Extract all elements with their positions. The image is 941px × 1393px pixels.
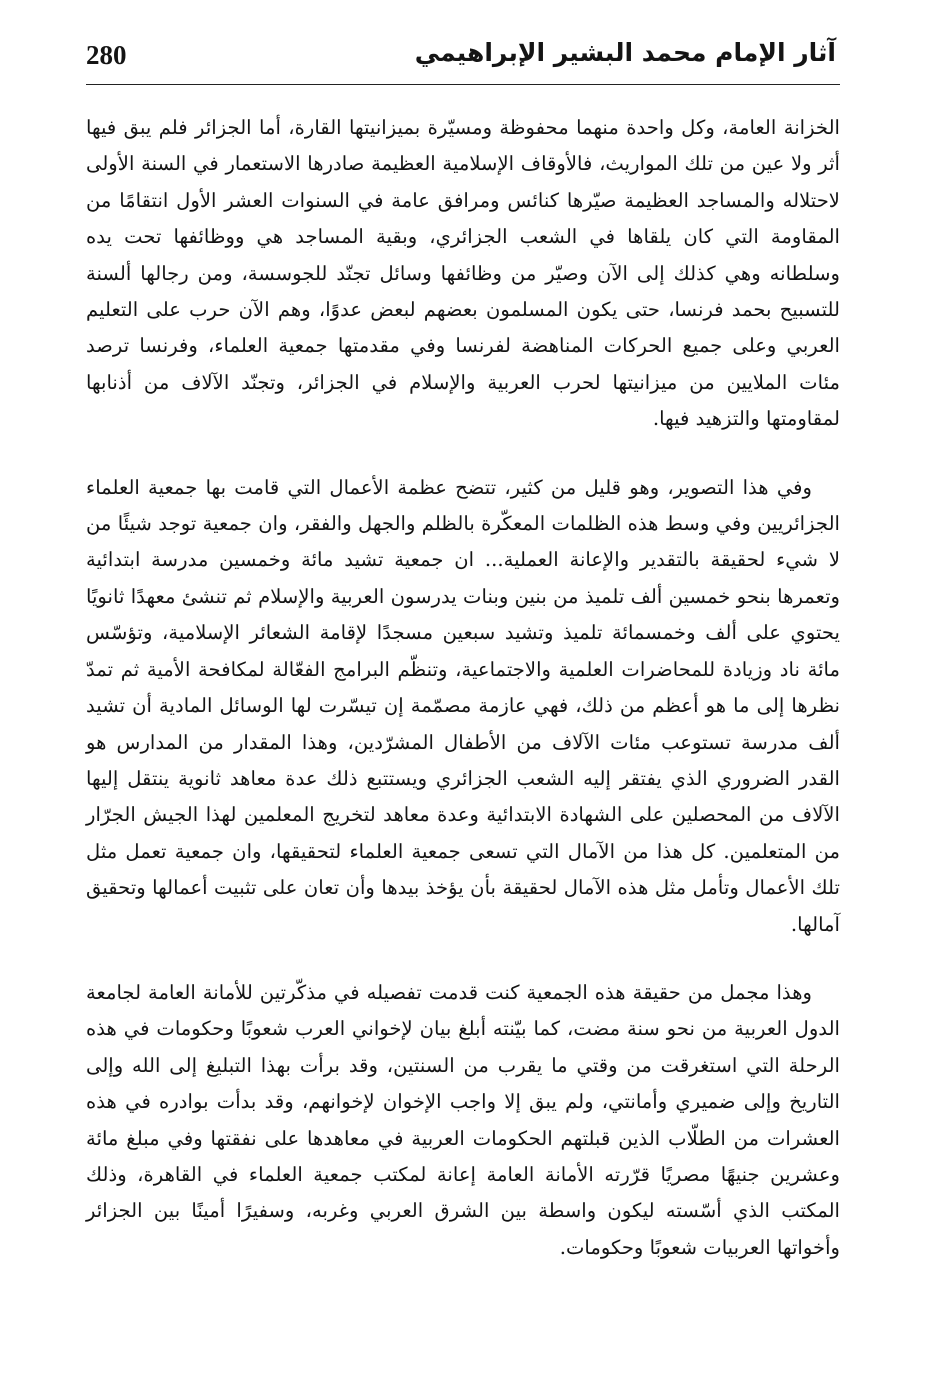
- paragraph-3: وهذا مجمل من حقيقة هذه الجمعية كنت قدمت تفصيله في مذكّرتين للأمانة العامة لجامعة الدول العربية من نحو سنة مضت، كما بيّنته أبلغ بيان لإخواني العرب شعوبًا وحكومات في هذه الرحلة التي استغرقت من وقتي ما يقرب من السنتين، وقد برأت بهذا التبليغ إلى الله وإلى التاريخ وإلى ضميري وأمانتي، ولم يبق إلا واجب الإخوان لإخوانهم، وقد بدأت بوادره في هذه العشرات من الطلّاب الذين قبلتهم الحكومات العربية في معاهدها على نفقتها وفي مبلغ مائة وعشرين جنيهًا مصريًا قرّرته الأمانة العامة إعانة لمكتب جمعية العلماء في القاهرة، وذلك المكتب الذي أسّسته ليكون واسطة بين الشرق العربي وغربه، وسفيرًا أمينًا بين الجزائر وأخواتها العربيات شعوبًا وحكومات.: [86, 980, 840, 1259]
- page-number: 280: [86, 40, 127, 70]
- page-body: [86, 110, 840, 1298]
- paragraph-2: وفي هذا التصوير، وهو قليل من كثير، تتضح عظمة الأعمال التي قامت بها جمعية العلماء الجزائريين وفي وسط هذه الظلمات المعكّرة بالظلم والجهل والفقر، وان جمعية توجد شيئًا من لا شيء لحقيقة بالتقدير والإعانة العملية... ان جمعية تشيد مائة وخمسين مدرسة ابتدائية وتعمرها بنحو خمسين ألف تلميذ من بنين وبنات يدرسون العربية والإسلام ثم تنشئ معهدًا ثانويًا يحتوي على ألف وخمسمائة تلميذ وتشيد سبعين مسجدًا لإقامة الشعائر الإسلامية، وتؤسّس مائة ناد وزيادة للمحاضرات العلمية والاجتماعية، وتنظّم البرامج الفعّالة لمكافحة الأمية ثم تمدّ نظرها إلى ما هو أعظم من ذلك، فهي عازمة مصمّمة إن تيسّرت لها الوسائل المادية أن تشيد ألف مدرسة تستوعب مئات الآلاف من الأطفال المشرّدين، وهذا المقدار من المدارس هو القدر الضروري الذي يفتقر إليه الشعب الجزائري ويستتبع ذلك عدة معاهد ثانوية ينتقل إليها الآلاف من المحصلين على الشهادة الابتدائية وعدة معاهد لتخريج المعلمين لهذا الجيش الجرّار من المتعلمين. كل هذا من الآمال التي تسعى جمعية العلماء لتحقيقها، وان جمعية تعمل مثل تلك الأعمال وتأمل مثل هذه الآمال لحقيقة بأن يؤخذ بيدها وأن تعان على تثبيت أعمالها وتحقيق آمالها.: [86, 475, 840, 936]
- page-header: [86, 28, 840, 85]
- paragraph-1: الخزانة العامة، وكل واحدة منهما محفوظة ومسيّرة بميزانيتها القارة، أما الجزائر فلم يبق فيها أثر ولا عين من تلك المواريث، فالأوقاف الإسلامية العظيمة صادرها الاستعمار في السنة الأولى لاحتلاله والمساجد العظيمة صيّرها كنائس ومرافق عامة في السنوات العشر الأول انتقامًا من المقاومة التي كان يلقاها في الشعب الجزائري، وبقية المساجد هي ووظائفها تحت يده وسلطانه وهي كذلك إلى الآن وصيّر من وظائفها وسائل تجنّد للجوسسة، ومن رجالها ألسنة للتسبيح بحمد فرنسا، حتى يكون المسلمون بعضهم لبعض عدوًا، وهم الآن حرب على التعليم العربي وعلى جميع الحركات المناهضة لفرنسا وفي مقدمتها جمعية العلماء، وفرنسا ترصد مئات الملايين من ميزانيتها لحرب العربية والإسلام في الجزائر، وتجنّد الآلاف من أذنابها لمقاومتها والتزهيد فيها.: [86, 116, 840, 431]
- running-title: آثار الإمام محمد البشير الإبراهيمي: [414, 38, 836, 67]
